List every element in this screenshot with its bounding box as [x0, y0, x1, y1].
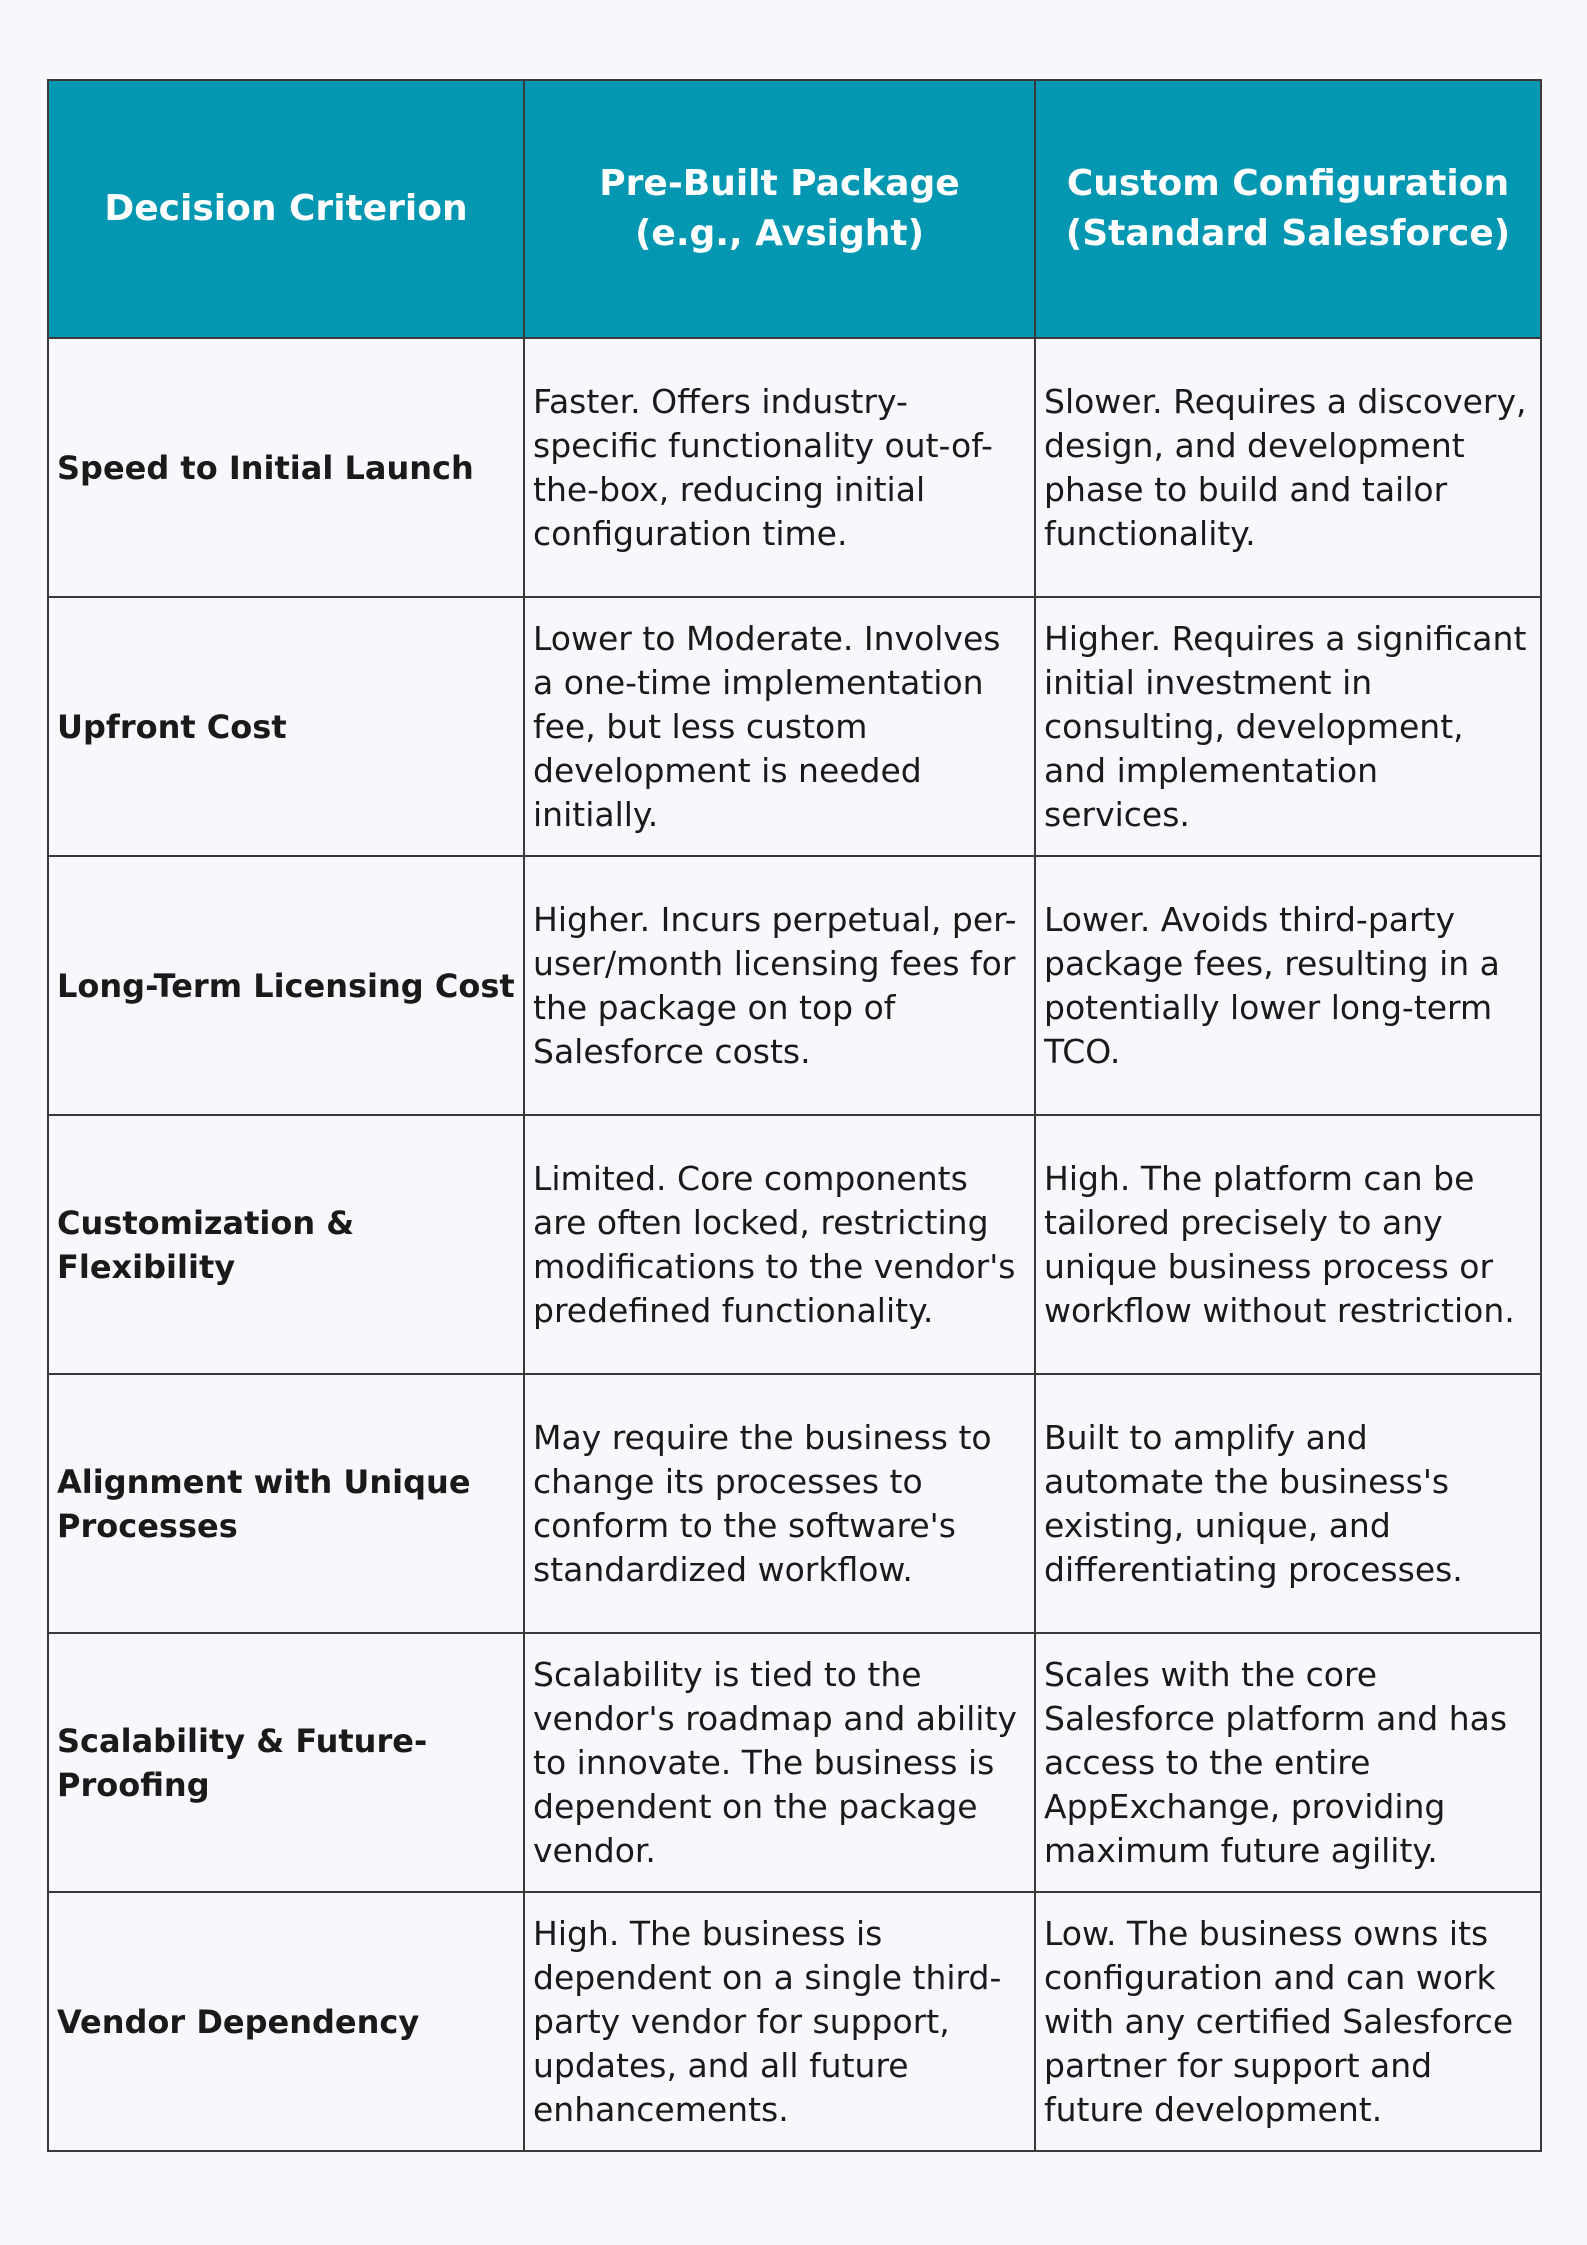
custom-cell: Lower. Avoids third-party package fees, resulting in a potentially lower long-term TCO. — [1035, 856, 1541, 1115]
header-pre-built-package-line2: (e.g., Avsight) — [634, 213, 925, 254]
prebuilt-cell: High. The business is dependent on a single third-party vendor for support, updates, and all future enhancements. — [524, 1892, 1035, 2151]
header-pre-built-package-line1: Pre-Built Package — [599, 163, 960, 204]
table-body — [48, 338, 1541, 2151]
header-decision-criterion — [48, 80, 524, 338]
header-custom-configuration-line2: (Standard Salesforce) — [1065, 213, 1511, 254]
header-custom-configuration — [1035, 80, 1541, 338]
criterion-cell: Long-Term Licensing Cost — [48, 856, 524, 1115]
table-row — [48, 1892, 1541, 2151]
prebuilt-cell: Limited. Core components are often locked, restricting modifications to the vendor's predefined functionality. — [524, 1115, 1035, 1374]
custom-cell: High. The platform can be tailored precisely to any unique business process or workflow without restriction. — [1035, 1115, 1541, 1374]
table-row — [48, 597, 1541, 856]
prebuilt-cell: May require the business to change its processes to conform to the software's standardized workflow. — [524, 1374, 1035, 1633]
prebuilt-cell: Faster. Offers industry-specific functionality out-of-the-box, reducing initial configuration time. — [524, 338, 1035, 597]
custom-cell: Scales with the core Salesforce platform and has access to the entire AppExchange, providing maximum future agility. — [1035, 1633, 1541, 1892]
custom-cell: Built to amplify and automate the business's existing, unique, and differentiating processes. — [1035, 1374, 1541, 1633]
table-row — [48, 1633, 1541, 1892]
custom-cell: Low. The business owns its configuration and can work with any certified Salesforce partner for support and future development. — [1035, 1892, 1541, 2151]
custom-cell: Higher. Requires a significant initial investment in consulting, development, and implementation services. — [1035, 597, 1541, 856]
comparison-table — [47, 79, 1542, 2152]
table-row — [48, 338, 1541, 597]
criterion-cell: Upfront Cost — [48, 597, 524, 856]
criterion-cell: Alignment with Unique Processes — [48, 1374, 524, 1633]
prebuilt-cell: Scalability is tied to the vendor's roadmap and ability to innovate. The business is dependent on the package vendor. — [524, 1633, 1035, 1892]
table-row — [48, 1374, 1541, 1633]
criterion-cell: Vendor Dependency — [48, 1892, 524, 2151]
table-row — [48, 1115, 1541, 1374]
header-custom-configuration-line1: Custom Configuration — [1066, 163, 1510, 204]
criterion-cell: Customization & Flexibility — [48, 1115, 524, 1374]
prebuilt-cell: Higher. Incurs perpetual, per-user/month licensing fees for the package on top of Salesforce costs. — [524, 856, 1035, 1115]
criterion-cell: Scalability & Future-Proofing — [48, 1633, 524, 1892]
header-row — [48, 80, 1541, 338]
table-header — [48, 80, 1541, 338]
criterion-cell: Speed to Initial Launch — [48, 338, 524, 597]
table-row — [48, 856, 1541, 1115]
custom-cell: Slower. Requires a discovery, design, and development phase to build and tailor functionality. — [1035, 338, 1541, 597]
header-decision-criterion-label: Decision Criterion — [104, 188, 468, 229]
header-pre-built-package — [524, 80, 1035, 338]
prebuilt-cell: Lower to Moderate. Involves a one-time implementation fee, but less custom development is needed initially. — [524, 597, 1035, 856]
